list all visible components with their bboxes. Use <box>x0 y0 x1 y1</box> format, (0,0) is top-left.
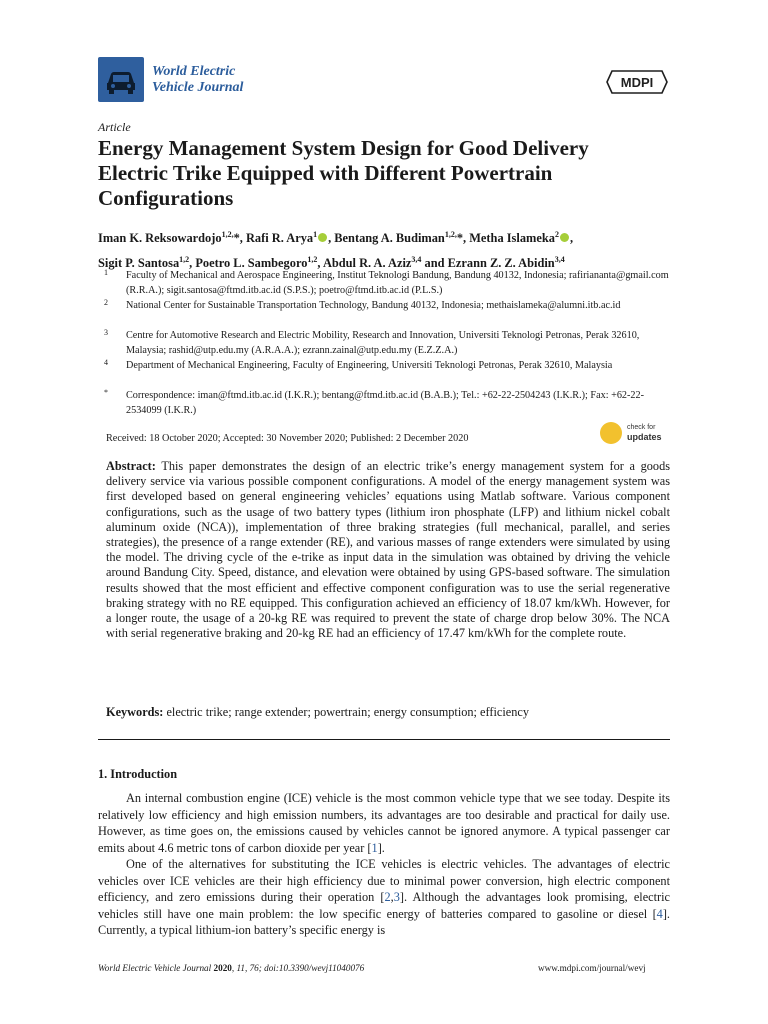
mdpi-hexagon-icon <box>606 70 668 94</box>
car-icon <box>98 57 144 102</box>
author-name: Poetro L. Sambegoro <box>195 256 308 271</box>
footer-url[interactable]: www.mdpi.com/journal/wevj <box>538 963 646 973</box>
affiliation-number: 3 <box>104 328 108 337</box>
affiliation-number: 4 <box>104 358 108 367</box>
divider <box>98 739 670 740</box>
author-affiliation-marker: 1 <box>313 230 318 239</box>
author-name: Iman K. Reksowardojo <box>98 231 222 246</box>
author-separator: , <box>239 231 246 246</box>
author-separator: , <box>569 231 574 246</box>
author-separator: , <box>189 256 196 271</box>
author-name: Metha Islameka <box>469 231 555 246</box>
author-affiliation-marker: 3,4 <box>554 255 565 265</box>
author-affiliation-marker: 3,4 <box>411 255 422 265</box>
orcid-icon[interactable] <box>318 233 327 242</box>
journal-name-line1: World Electric <box>152 64 236 79</box>
journal-logo <box>98 57 144 102</box>
check-updates-icon <box>600 422 622 444</box>
abstract-text: This paper demonstrates the design of an electric trike’s energy management system for a goods delivery service via various possible component configurations. A model of the energy management system was first developed based on general engineering vehicles’ equations using Matlab software. Various component configurations, such as the usage of two battery types (lithium iron phosphate (LFP) and lithium nickel cobalt aluminum oxide (NCA)), implementation of three braking strategies (full mechanical, parallel, and series strategies), the presence of a range extender (RE), and various masses of range extenders were simulated by using the model. The driving cycle of the e-trike as input data in the simulation was obtained by driving the vehicle around Bandung City. Speed, distance, and elevation were obtained by using GPS-based software. The simulation results showed that the most efficient and effective component configuration was to use the serial regenerative braking strategy with no RE equipped. This configuration achieved an efficiency of 18.07 km/kWh. However, for a longer route, the usage of a 20-kg RE was required to prevent the state of charge drop below 30%. The NCA with serial regenerative braking and 20-kg RE had an efficiency of 17.47 km/kWh for the complete route. <box>106 459 670 641</box>
paper-title: Energy Management System Design for Good Delivery Electric Trike Equipped with Different Powertrain Configurations <box>98 136 589 210</box>
article-type: Article <box>98 120 131 134</box>
abstract-label: Abstract: <box>106 459 156 473</box>
citation-link[interactable]: 1 <box>371 840 378 855</box>
author-separator: , <box>317 256 323 271</box>
citation-link[interactable]: 4 <box>656 906 663 921</box>
affiliation-text: Centre for Automotive Research and Electric Mobility, Research and Innovation, Universiti Teknologi Petronas, Perak 32610, Malaysia; rashid@utp.edu.my (A.R.A.A.); ezrann.zainal@utp.edu.my (E.Z.Z.A.) <box>126 330 640 356</box>
affiliation-number: * <box>104 388 108 397</box>
abstract <box>106 459 670 641</box>
affiliation-text: Correspondence: iman@ftmd.itb.ac.id (I.K.R.); bentang@ftmd.itb.ac.id (B.A.B.); Tel.: +62-22-2504243 (I.K.R.); Fax: +62-22-2534099 (I.K.R.) <box>126 390 644 416</box>
author-name: Rafi R. Arya <box>245 231 314 246</box>
keywords <box>106 705 670 720</box>
citation-link[interactable]: 3 <box>393 890 400 904</box>
section-heading: 1. Introduction <box>98 767 178 781</box>
author-affiliation-marker: 1,2, <box>221 230 234 239</box>
footer-citation <box>98 963 364 973</box>
author-affiliation-marker: 2 <box>554 230 559 239</box>
publisher-name: MDPI <box>620 75 654 90</box>
author-affiliation-marker: 1,2 <box>307 255 318 265</box>
author-separator: , <box>463 231 470 246</box>
affiliation-text: Department of Mechanical Engineering, Faculty of Engineering, Universiti Teknologi Petronas, Perak 32610, Malaysia <box>126 360 613 371</box>
author-name: Bentang A. Budiman <box>334 231 445 246</box>
author-affiliation-marker: 1,2, <box>444 230 457 239</box>
footer-journal: World Electric Vehicle Journal <box>98 963 212 973</box>
affiliation-number: 2 <box>104 298 108 307</box>
author-name: Sigit P. Santosa <box>98 256 180 271</box>
affiliation-text: National Center for Sustainable Transportation Technology, Bandung 40132, Indonesia; methaislameka@alumni.itb.ac.id <box>126 300 621 311</box>
affiliation-number: 1 <box>104 268 108 277</box>
publication-dates: Received: 18 October 2020; Accepted: 30 November 2020; Published: 2 December 2020 <box>106 433 469 444</box>
corresponding-author-marker: * <box>233 231 240 246</box>
section-body <box>98 790 670 939</box>
author-name: Abdul R. A. Aziz <box>322 256 412 271</box>
check-for-updates-badge[interactable] <box>600 422 670 446</box>
journal-name[interactable] <box>152 64 243 96</box>
corresponding-author-marker: * <box>456 231 464 246</box>
paragraph-1: An internal combustion engine (ICE) vehicle is the most common vehicle type that we see today. Despite its relatively low efficiency and high emission numbers, its advantages are too desirable and practical for daily use. However, as time goes on, the emissions caused by vehicles cannot be ignored anymore. A typical passenger car emits about 4.6 metric tons of carbon dioxide per year [1]. <box>98 791 670 855</box>
footer-volume-doi: , 11, 76; doi:10.3390/wevj11040076 <box>231 963 365 973</box>
author-separator: , <box>328 231 335 246</box>
author-list <box>98 224 678 274</box>
keywords-label: Keywords: <box>106 705 164 719</box>
author-affiliation-marker: 1,2 <box>179 255 190 265</box>
footer-year: 2020 <box>213 963 232 973</box>
check-updates-line1: check for <box>627 424 656 431</box>
author-separator: and <box>421 256 448 271</box>
author-name: Ezrann Z. Z. Abidin <box>447 256 555 271</box>
citation-link[interactable]: 2 <box>384 890 391 904</box>
affiliation-text: Faculty of Mechanical and Aerospace Engineering, Institut Teknologi Bandung, Bandung 40132, Indonesia; rafiriananta@gmail.com (R.R.A.); sigit.santosa@ftmd.itb.ac.id (S.P.S.); poetro@ftmd.itb.ac.id (P.L.S.) <box>126 270 669 296</box>
orcid-icon[interactable] <box>560 233 569 242</box>
mdpi-logo[interactable] <box>606 70 668 94</box>
keywords-text: electric trike; range extender; powertrain; energy consumption; efficiency <box>166 705 529 719</box>
journal-name-line2: Vehicle Journal <box>152 80 244 95</box>
paragraph-2: One of the alternatives for substituting the ICE vehicles is electric vehicles. The advantages of electric vehicles over ICE vehicles are their high efficiency due to minimal power conversion, high electric component efficiency, and zero emissions during their operation [2,3]. Although the advantages look promising, electric vehicles still have one main problem: the low specific energy of batteries compared to gasoline or diesel [4]. Currently, a typical lithium-ion battery’s specific energy is <box>98 857 671 937</box>
check-updates-line2: updates <box>627 432 662 442</box>
